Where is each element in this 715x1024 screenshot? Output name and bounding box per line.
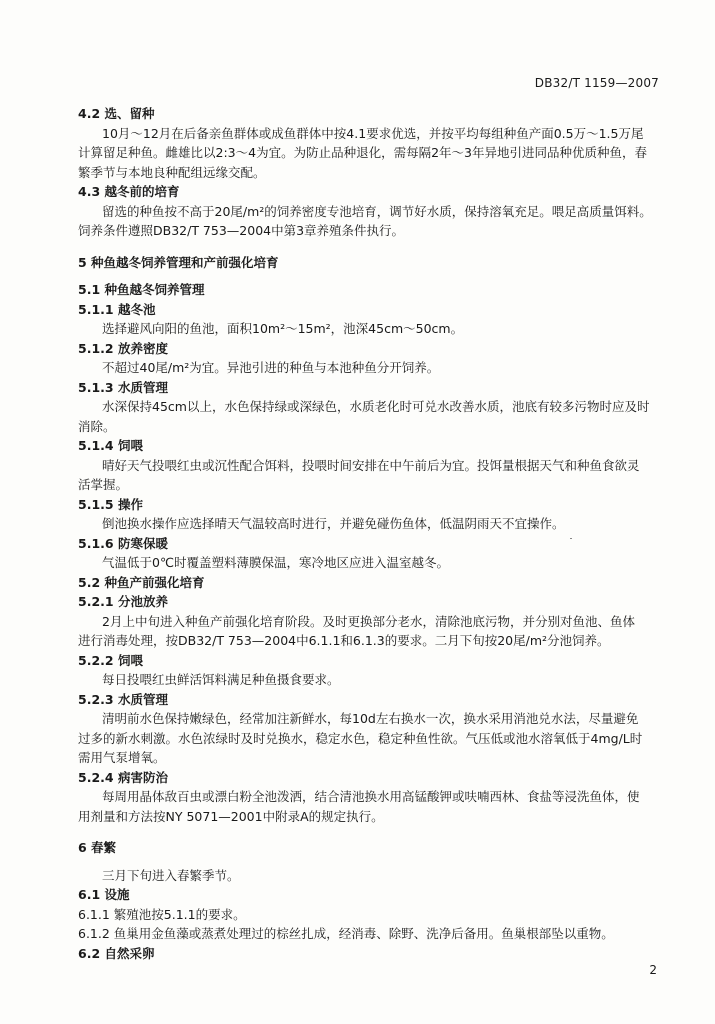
paragraph-line: 6.1.1 繁殖池按5.1.1的要求。	[78, 906, 246, 922]
page-number: 2	[649, 963, 657, 977]
paragraph-line: 过多的新水刺激。水色浓绿时及时兑换水，稳定水色，稳定种鱼性欲。气压低或池水溶氧低于4mg/L时	[78, 730, 643, 746]
paragraph-line: 晴好天气投喂红虫或沉性配合饵料，投喂时间安排在中午前后为宜。投饵量根据天气和种鱼食欲灵	[102, 457, 640, 473]
paragraph-line: 倒池换水操作应选择晴天气温较高时进行，并避免碰伤鱼体，低温阴雨天不宜操作。	[102, 516, 565, 531]
paragraph-line: 不超过40尾/m²为宜。异池引进的种鱼与本池种鱼分开饲养。	[102, 360, 440, 375]
paragraph-line: 选择避风向阳的鱼池，面积10m²～15m²，池深45cm～50cm。	[102, 321, 464, 336]
paragraph-line: 6.1.2 鱼巢用金鱼藻或蒸煮处理过的棕丝扎成，经消毒、除野、洗净后备用。鱼巢根部坠以重物。	[78, 926, 614, 941]
section-heading: 6.2 自然采卵	[78, 945, 155, 961]
paragraph-line: 计算留足种鱼。雌雄比以2:3～4为宜。为防止品种退化，需每隔2年～3年异地引进同品种优质种鱼，春	[78, 145, 647, 160]
section-heading: 5.1.3 水质管理	[78, 379, 168, 395]
section-heading: 5.2.1 分池放养	[78, 594, 168, 609]
paragraph-line: 每日投喂红虫鲜活饵料满足种鱼摄食要求。	[102, 672, 340, 687]
paragraph-line: 饲养条件遵照DB32/T 753—2004中第3章养殖条件执行。	[78, 223, 405, 238]
section-heading: 5.2.4 病害防治	[78, 769, 168, 785]
section-heading: 5.1.4 饲喂	[78, 438, 143, 453]
paragraph-line: 需用气泵增氧。	[78, 750, 166, 765]
section-heading: 5.1.1 越冬池	[78, 301, 156, 317]
paragraph-line: 用剂量和方法按NY 5071—2001中附录A的规定执行。	[78, 808, 384, 824]
paragraph-line: 10月～12月在后备亲鱼群体或成鱼群体中按4.1要求优选，并按平均每组种鱼产面0.5万～1.5万尾	[102, 125, 644, 141]
section-heading: 5.1.5 操作	[78, 496, 143, 512]
spacer	[78, 272, 664, 280]
paragraph-line: 气温低于0℃时覆盖塑料薄膜保温，寒冷地区应进入温室越冬。	[102, 555, 449, 570]
section-heading: 6.1 设施	[78, 887, 130, 902]
paragraph-line: 活掌握。	[78, 477, 129, 492]
section-heading: 5.1.6 防寒保暖	[78, 535, 168, 551]
spacer	[78, 826, 664, 838]
section-heading: 4.2 选、留种	[78, 106, 155, 121]
paragraph-line: 清明前水色保持嫩绿色，经常加注新鲜水，每10d左右换水一次，换水采用消池兑水法，尽量避免	[102, 711, 639, 726]
section-heading: 5 种鱼越冬饲养管理和产前强化培育	[78, 254, 279, 270]
section-heading: 5.2.2 饲喂	[78, 652, 143, 668]
scan-speck	[570, 538, 572, 539]
paragraph-line: 进行消毒处理，按DB32/T 753—2004中6.1.1和6.1.3的要求。二月下旬按20尾/m²分池饲养。	[78, 633, 610, 648]
section-heading: 5.2.3 水质管理	[78, 691, 168, 707]
section-heading: 5.1 种鱼越冬饲养管理	[78, 282, 205, 297]
paragraph-line: 水深保持45cm以上，水色保持绿或深绿色，水质老化时可兑水改善水质，池底有较多污物时应及时	[102, 399, 650, 414]
section-heading: 5.1.2 放养密度	[78, 340, 168, 356]
paragraph-line: 2月上中旬进入种鱼产前强化培育阶段。及时更换部分老水，清除池底污物，并分别对鱼池、鱼体	[102, 613, 635, 629]
spacer	[78, 858, 664, 866]
paragraph-line: 消除。	[78, 418, 116, 434]
section-heading: 5.2 种鱼产前强化培育	[78, 574, 205, 590]
paragraph-line: 留选的种鱼按不高于20尾/m²的饲养密度专池培育，调节好水质，保持溶氧充足。喂足高质量饵料。	[102, 203, 652, 219]
standard-code-header: DB32/T 1159—2007	[534, 76, 659, 90]
section-heading: 6 春繁	[78, 840, 117, 855]
spacer	[78, 241, 664, 253]
body-text	[78, 104, 664, 963]
paragraph-line: 繁季节与本地良种配组远缘交配。	[78, 164, 266, 180]
paragraph-line: 每周用晶体敌百虫或漂白粉全池泼洒，结合清池换水用高锰酸钾或呋喃西林、食盐等浸洗鱼体，使	[102, 789, 640, 804]
paragraph-line: 三月下旬进入春繁季节。	[102, 867, 240, 883]
section-heading: 4.3 越冬前的培育	[78, 184, 180, 199]
